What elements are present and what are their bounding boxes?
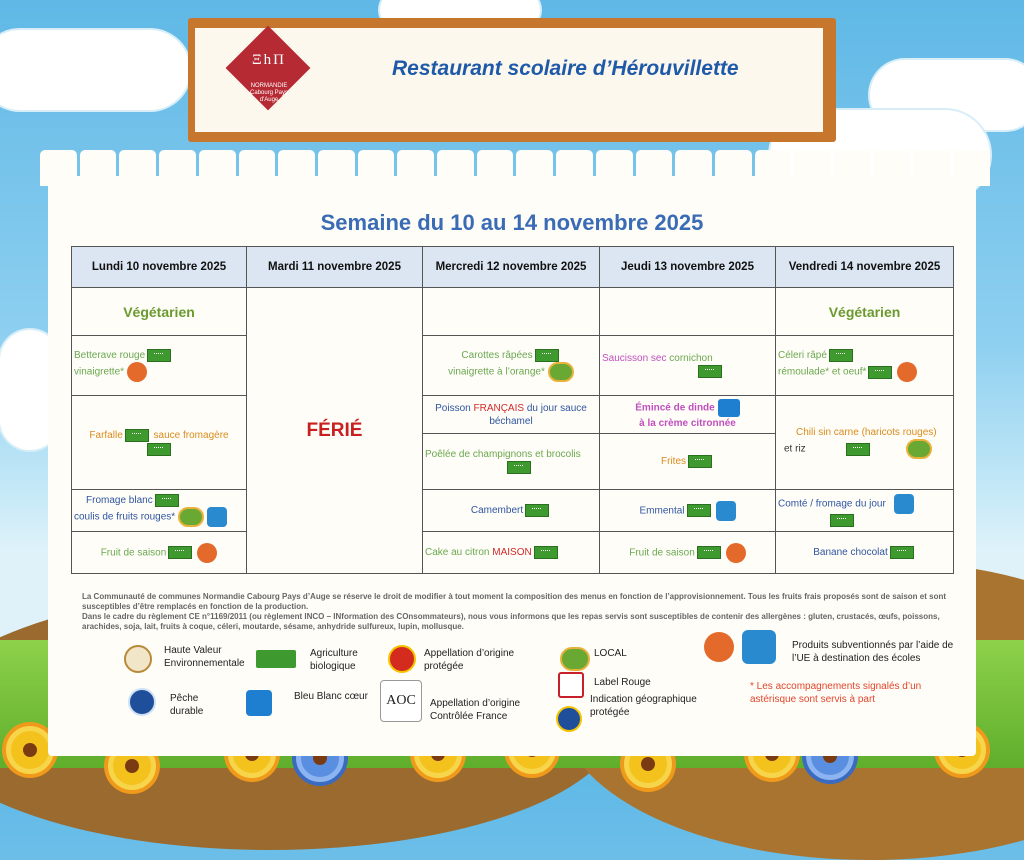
menu-cell [72,336,247,396]
legend-aoc: Appellation d’origine Contrôlée France [430,698,521,722]
fruit-school-icon [197,543,217,563]
note-text: La Communauté de communes Normandie Cabourg Pays d’Auge se réserve le droit de modifier à tout moment la composition des menus en fonction de l’approvisionnement. Tous les fruits frais proposés sont de saison et sont susceptibles d’être remplacés en fonction de la production. [82,592,947,611]
dish-text: Fruit de saison [100,547,167,559]
legend-aop: Appellation d’origine protégée [424,648,515,672]
dish-text: à la crème citronnée [639,418,736,429]
hve-icon [124,645,152,673]
bleu-blanc-coeur-icon [718,399,740,417]
vegetarian-label: Végétarien [776,288,954,336]
day-header: Vendredi 14 novembre 2025 [776,247,954,288]
dish-text: Émincé de dinde [635,402,715,414]
label-rouge-icon [558,672,584,698]
dish-text: rémoulade* et oeuf* [778,366,867,378]
msc-icon [128,688,156,716]
table-row [72,336,954,396]
dish-text: béchamel [489,415,533,427]
dish-text: Fromage blanc [86,495,153,507]
dish-text: Céleri râpé [778,350,827,362]
organic-icon [534,546,558,559]
organic-icon [890,546,914,559]
organic-legend-icon [256,650,296,668]
dish-text: Comté / fromage du jour [778,498,886,510]
legend-ue: Produits subventionnés par l’aide de l’UE à destination des écoles [792,640,954,664]
local-icon [548,362,574,382]
menu-cell [72,396,247,490]
dish-text: Emmental [639,505,685,517]
organic-icon [147,349,171,362]
organic-icon [846,443,870,456]
logo-mark: ΞhΠ [252,52,286,68]
eu-school-icon [894,494,914,514]
legend-asterisk: * Les accompagnements signalés d’un astérisque sont servis à part [750,681,922,705]
local-icon [178,507,204,527]
menu-cell [600,434,776,490]
legend-label-rouge: Label Rouge [594,677,651,688]
organic-icon [155,494,179,507]
dish-text: Poêlée de champignons et brocolis [425,449,581,461]
dish-text: cornichon [669,353,713,365]
empty-cell [423,288,600,336]
menu-cell [600,336,776,396]
cloud [0,30,190,110]
igp-icon [556,706,582,732]
dish-text: du jour sauce [526,402,587,414]
menu-cell [423,336,600,396]
legal-notes [82,592,952,632]
dish-text: sauce fromagère [153,430,229,442]
organic-icon [697,546,721,559]
fruit-school-icon [127,362,147,382]
table-header-row [72,247,954,288]
week-title: Semaine du 10 au 14 novembre 2025 [320,210,704,235]
menu-cell [423,532,600,574]
menu-cell [423,490,600,532]
dish-text: MAISON [492,547,532,559]
dish-text: Carottes râpées [461,350,533,362]
aop-icon [388,645,416,673]
menu-cell [423,434,600,490]
organic-icon [525,504,549,517]
holiday-label: FÉRIÉ [247,288,423,574]
dish-text: Saucisson sec [602,353,667,365]
dish-text: Poisson [435,402,471,414]
fruit-school-icon [897,362,917,382]
legend-bio: Agriculture biologique [310,648,358,672]
logo-subtitle: NORMANDIE Cabourg Pays d'Auge [249,83,289,103]
menu-cell [776,490,954,532]
table-row [72,288,954,336]
dish-text: coulis de fruits rouges* [74,511,176,523]
menu-cell [600,490,776,532]
menu-cell [600,532,776,574]
dish-text: et riz [784,443,806,455]
vegetarian-label: Végétarien [72,288,247,336]
dish-text: Cake au citron [425,547,490,559]
organic-icon [125,429,149,442]
dish-text: Banane chocolat [813,547,888,559]
day-header: Jeudi 13 novembre 2025 [600,247,776,288]
fruit-school-icon [726,543,746,563]
menu-cell [72,532,247,574]
dish-text: Betterave rouge [74,350,146,362]
menu-cell [776,532,954,574]
empty-cell [600,288,776,336]
dish-text: Farfalle [89,430,123,442]
eu-school-icon [207,507,227,527]
eu-school-legend-icon [742,630,776,664]
legend-local: LOCAL [594,648,627,659]
local-legend-icon [560,647,590,671]
menu-cell [776,396,954,490]
organic-icon [507,461,531,474]
organic-icon [168,546,192,559]
local-icon [906,439,932,459]
organic-icon [829,349,853,362]
menu-table [71,246,954,574]
aoc-icon: AOC [380,680,422,722]
eu-school-icon [716,501,736,521]
day-header: Mercredi 12 novembre 2025 [423,247,600,288]
dish-text: Fruit de saison [629,547,695,559]
dish-text: FRANÇAIS [473,402,525,414]
organic-icon [687,504,711,517]
page-title: Restaurant scolaire d’Hérouvillette [392,57,739,80]
sunflower [6,726,54,774]
note-text: Dans le cadre du règlement CE n°1169/2011 (ou règlement INCO – INformation des COnsommateurs), nous vous informons que les repas servis sont susceptibles de contenir des allergènes : gluten, crustacés, œufs, poissons, arachides, soja, lait, fruits à coque, céleri, moutarde, sésame, anhydride sulfureux, lupin, mollusque. [82,612,940,631]
fruit-school-legend-icon [704,632,734,662]
dish-text: Camembert [470,505,524,517]
menu-cell [72,490,247,532]
menu-cell [423,396,600,434]
table-row [72,396,954,434]
menu-cell [600,396,776,434]
organic-icon [830,514,854,527]
dish-text: vinaigrette à l’orange* [448,366,545,378]
table-row [72,532,954,574]
bbc-legend-icon [246,690,272,716]
dish-text: vinaigrette* [74,366,125,378]
menu-cell [776,336,954,396]
table-row [72,490,954,532]
dish-text: Chili sin carne (haricots rouges) [796,427,937,438]
day-header: Lundi 10 novembre 2025 [72,247,247,288]
legend-hve: Haute Valeur Environnementale [164,645,245,669]
organic-icon [698,365,722,378]
legend-peche: Pêche durable [170,693,204,717]
organic-icon [535,349,559,362]
organic-icon [688,455,712,468]
organic-icon [868,366,892,379]
dish-text: Frites [661,456,686,468]
legend-igp: Indication géographique protégée [590,694,697,718]
organic-icon [147,443,171,456]
legend-bbc: Bleu Blanc cœur [294,691,368,702]
day-header: Mardi 11 novembre 2025 [247,247,423,288]
